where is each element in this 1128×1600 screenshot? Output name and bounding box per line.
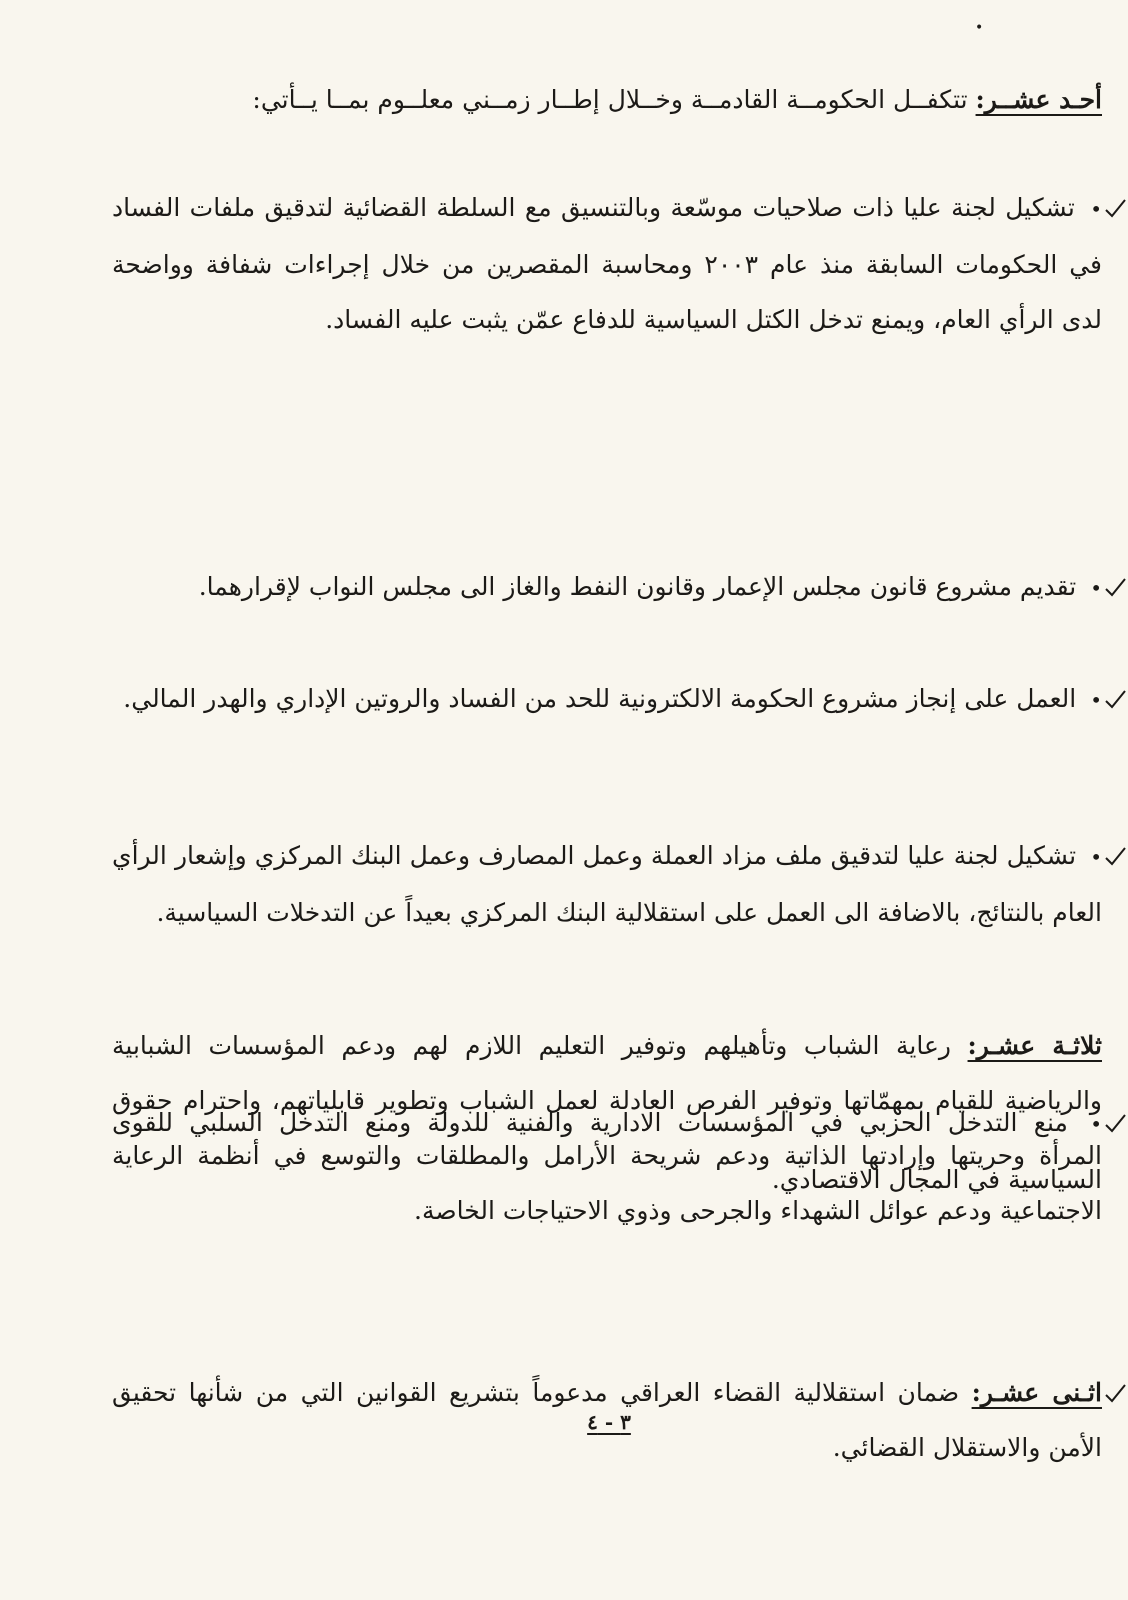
bullet-icon: • [1090,1112,1102,1136]
bullet-text-2: تقديم مشروع قانون مجلس الإعمار وقانون النفط والغاز الى مجلس النواب لإقرارهما. [198,572,1077,601]
section-12-text: ضمان استقلالية القضاء العراقي مدعوماً بتشريع القوانين التي من شأنها تحقيق الأمن والاستقلال القضائي. [112,1378,1102,1462]
bullet-text-3: العمل على إنجاز مشروع الحكومة الالكترونية للحد من الفساد والروتين الإداري والهدر المالي. [123,684,1077,713]
bullet-text-1: تشكيل لجنة عليا ذات صلاحيات موسّعة وبالتنسيق مع السلطة القضائية لتدقيق ملفات الفساد في الحكومات السابقة منذ عام ٢٠٠٣ ومحاسبة المقصرين من خلال إجراءات شفافة وواضحة لدى الرأي العام، ويمنع تدخل الكتل السياسية للدفاع عمّن يثبت عليه الفساد. [112,193,1102,334]
checkmark-icon [1104,844,1126,866]
checkmark-icon [1104,196,1126,218]
section-12-label: اثـنى عشـر: [971,1378,1102,1407]
bullet-text-5: منع التدخل الحزبي في المؤسسات الادارية والفنية للدولة ومنع التدخل السلبي للقوى السياسية في المجال الاقتصادي. [112,1108,1102,1194]
section-11-intro: تتكفــل الحكومــة القادمــة وخــلال إطــار زمــني معلــوم بمــا يــأتي: [252,85,976,114]
bullet-icon: • [1090,197,1102,221]
checkmark-icon [1104,1111,1126,1133]
section-13 [112,1018,1102,1238]
bullet-item-4 [112,828,1102,940]
bullet-text-4: تشكيل لجنة عليا لتدقيق ملف مزاد العملة وعمل المصارف وعمل البنك المركزي وإشعار الرأي العام بالنتائج، بالاضافة الى العمل على استقلالية البنك المركزي بعيداً عن التدخلات السياسية. [112,841,1102,927]
bullet-item-1 [112,180,1102,347]
top-mark: • [975,20,984,36]
bullet-icon: • [1090,688,1102,712]
section-11-label: أحـد عشــر: [975,85,1102,114]
checkmark-icon [1104,687,1126,709]
section-13-text: رعاية الشباب وتأهيلهم وتوفير التعليم اللازم لهم ودعم المؤسسات الشبابية والرياضية للقيام بمهمّاتها وتوفير الفرص العادلة لعمل الشباب وتطوير قابلياتهم، واحترام حقوق المرأة وحريتها وإرادتها الذاتية ودعم شريحة الأرامل والمطلقات والتوسع في أنظمة الرعاية الاجتماعية ودعم عوائل الشهداء والجرحى وذوي الاحتياجات الخاصة. [112,1031,1102,1225]
bullet-item-3 [112,671,1102,728]
section-11-heading [112,72,1102,127]
bullet-icon: • [1090,845,1102,869]
page-number: ٣ - ٤ [587,1410,631,1434]
checkmark-icon [1104,1381,1126,1403]
section-13-label: ثلاثـة عشـر: [967,1031,1102,1060]
bullet-item-2 [112,559,1102,616]
checkmark-icon [1104,575,1126,597]
bullet-icon: • [1090,576,1102,600]
